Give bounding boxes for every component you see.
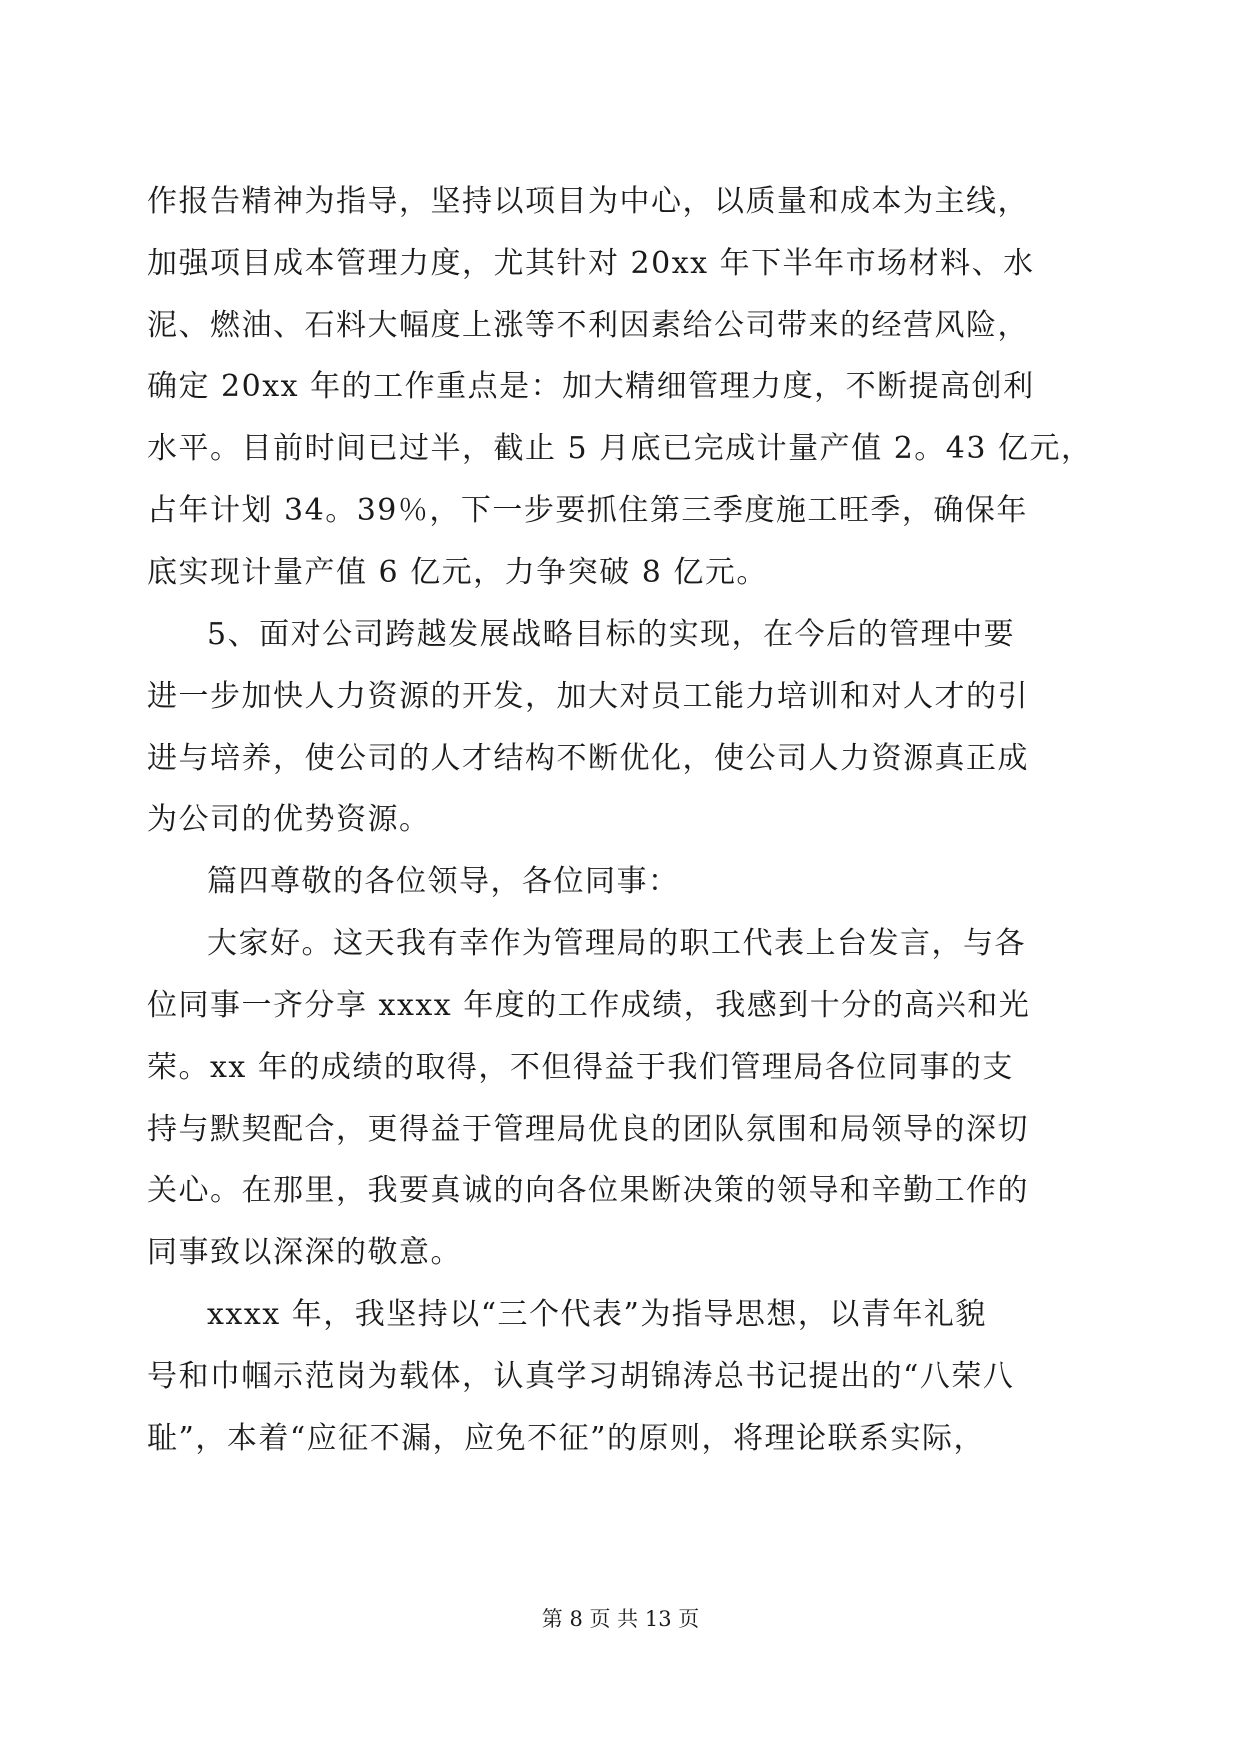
body-text-line: 为公司的优势资源。 (147, 802, 431, 837)
paragraph-first-line: 大家好。这天我有幸作为管理局的职工代表上台发言，与各 (207, 926, 1026, 961)
body-text-line: 底实现计量产值 6 亿元，力争突破 8 亿元。 (147, 555, 768, 590)
body-text-line: 荣。xx 年的成绩的取得，不但得益于我们管理局各位同事的支 (147, 1050, 1014, 1085)
body-text-line: 作报告精神为指导，坚持以项目为中心，以质量和成本为主线， (147, 184, 1029, 219)
section-heading: 篇四尊敬的各位领导，各位同事： (207, 864, 680, 899)
body-text-line: 进一步加快人力资源的开发，加大对员工能力培训和对人才的引 (147, 679, 1029, 714)
page-number-footer: 第 8 页 共 13 页 (541, 1607, 700, 1631)
body-text-line: 号和巾帼示范岗为载体，认真学习胡锦涛总书记提出的“八荣八 (147, 1359, 1015, 1394)
body-text-line: 关心。在那里，我要真诚的向各位果断决策的领导和辛勤工作的 (147, 1173, 1029, 1208)
body-text-line: 耻”，本着“应征不漏，应免不征”的原则，将理论联系实际， (147, 1421, 986, 1456)
body-text-line: 同事致以深深的敬意。 (147, 1235, 462, 1270)
body-text-line: 位同事一齐分享 xxxx 年度的工作成绩，我感到十分的高兴和光 (147, 988, 1031, 1023)
body-text-line: 占年计划 34。39％，下一步要抓住第三季度施工旺季，确保年 (147, 493, 1028, 528)
body-text-line: 持与默契配合，更得益于管理局优良的团队氛围和局领导的深切 (147, 1112, 1029, 1147)
body-text-line: 泥、燃油、石料大幅度上涨等不利因素给公司带来的经营风险， (147, 308, 1029, 343)
body-text-line: 进与培养，使公司的人才结构不断优化，使公司人力资源真正成 (147, 741, 1029, 776)
body-text-line: 确定 20xx 年的工作重点是：加大精细管理力度，不断提高创利 (147, 369, 1035, 404)
paragraph-first-line: xxxx 年，我坚持以“三个代表”为指导思想，以青年礼貌 (207, 1297, 987, 1332)
paragraph-first-line: 5、面对公司跨越发展战略目标的实现，在今后的管理中要 (207, 617, 1016, 652)
body-text-line: 加强项目成本管理力度，尤其针对 20xx 年下半年市场材料、水 (147, 246, 1035, 281)
body-text-line: 水平。目前时间已过半，截止 5 月底已完成计量产值 2。43 亿元， (147, 431, 1093, 466)
